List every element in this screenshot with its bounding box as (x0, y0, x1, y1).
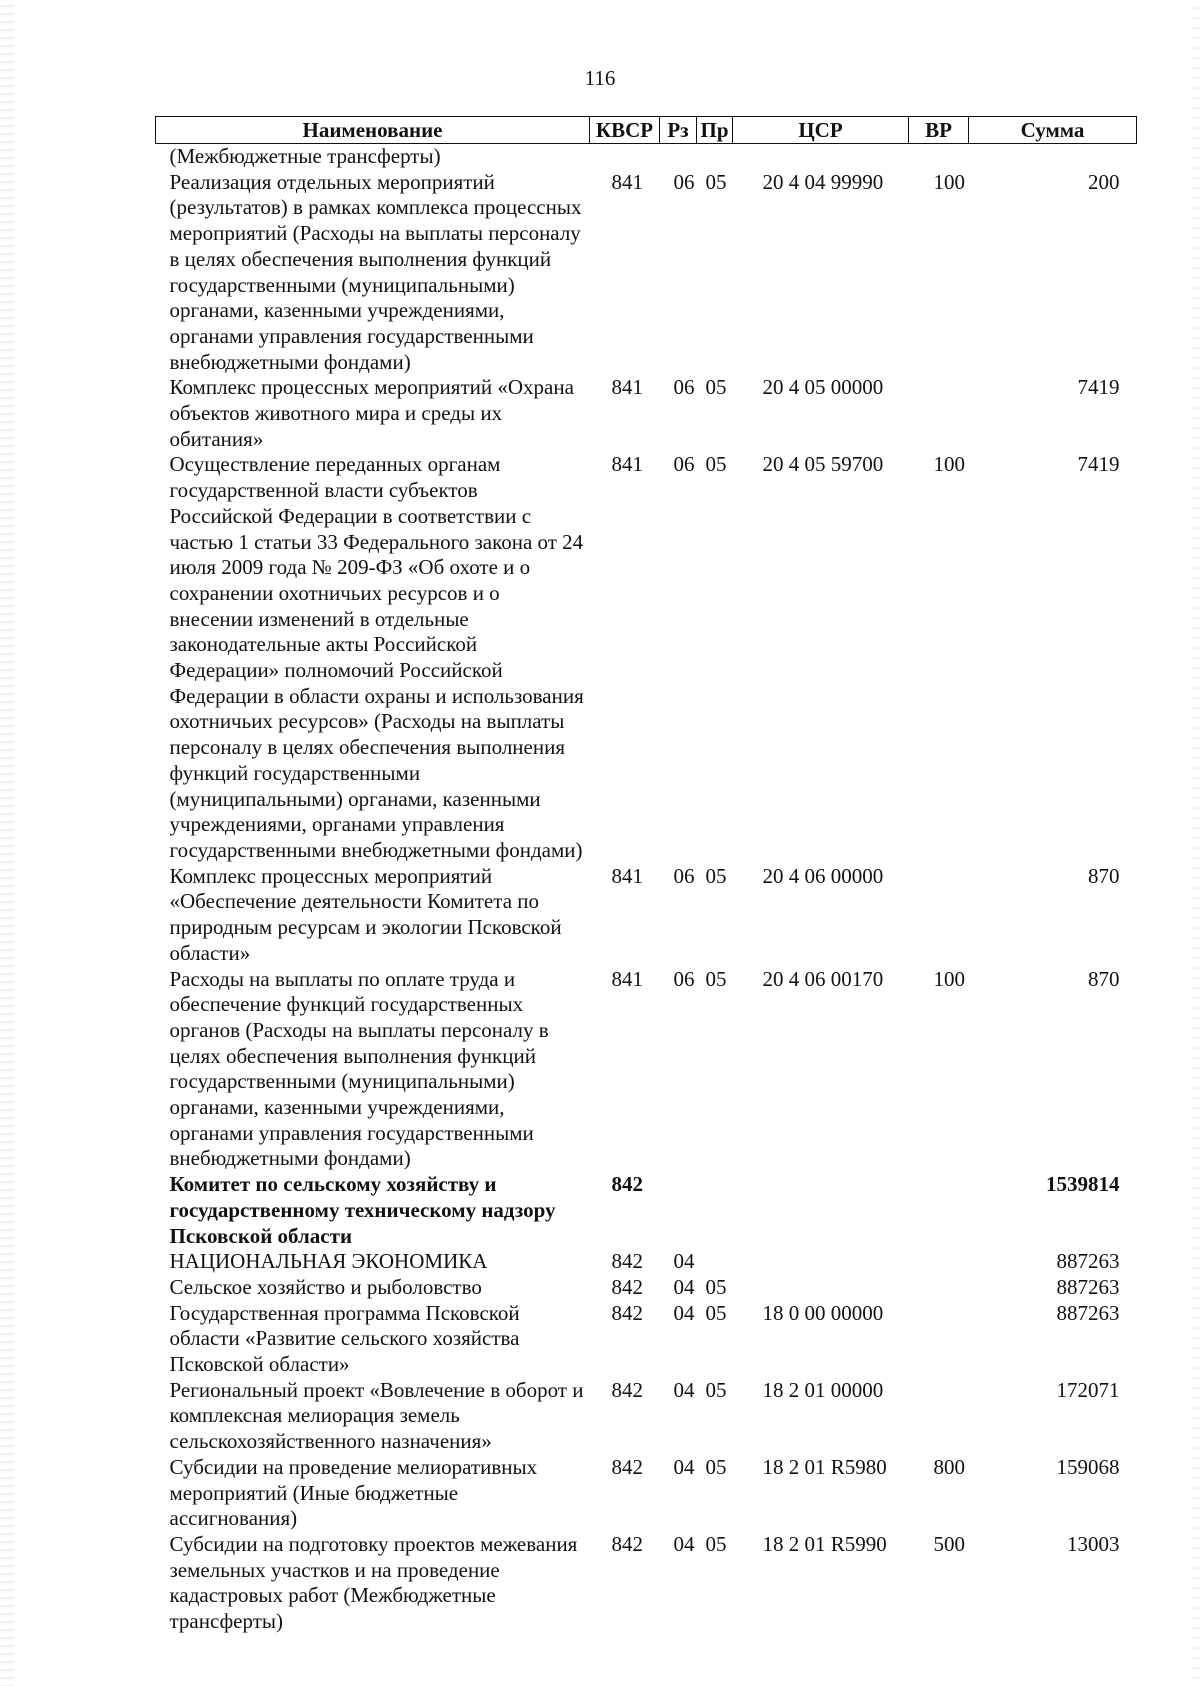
cell-csr (733, 1249, 909, 1275)
budget-table (155, 116, 1137, 1635)
cell-name: НАЦИОНАЛЬНАЯ ЭКОНОМИКА (169, 1249, 488, 1274)
cell-kvsr (590, 144, 660, 170)
cell-name: Комитет по сельскому хозяйству и государственному техническому надзору Псковской области (169, 1172, 556, 1248)
cell-kvsr: 842 (611, 1249, 643, 1274)
cell-csr (733, 1275, 909, 1301)
table-header-row (156, 117, 1137, 144)
cell-sum (969, 144, 1137, 170)
cell-kvsr: 841 (611, 375, 643, 400)
budget-table-container (155, 116, 1136, 1635)
cell-rz: 04 (673, 1454, 695, 1479)
cell-csr (733, 1172, 909, 1249)
cell-vr (909, 375, 969, 452)
cell-vr: 800 (933, 1454, 965, 1479)
cell-name: Субсидии на проведение мелиоративных мероприятий (Иные бюджетные ассигнования) (169, 1454, 538, 1531)
cell-name: Реализация отдельных мероприятий (результатов) в рамках комплекса процессных мероприятий (Расходы на выплаты персоналу в целях обеспечения выполнения функций государственными (муниципальными) органами, казенными учреждениями, органами управления государственными внебюджетными фондами) (169, 169, 582, 374)
cell-pr (697, 144, 733, 170)
cell-kvsr: 842 (611, 1172, 643, 1197)
cell-rz: 04 (673, 1274, 695, 1299)
scan-edge-left (0, 0, 14, 1686)
cell-sum: 870 (1088, 863, 1120, 888)
cell-rz: 06 (673, 863, 695, 888)
table-row (156, 1532, 1137, 1635)
cell-rz: 06 (673, 169, 695, 194)
cell-csr: 20 4 05 00000 (762, 375, 884, 400)
cell-csr: 20 4 06 00170 (762, 966, 884, 991)
cell-kvsr: 842 (611, 1300, 643, 1325)
cell-name: Осуществление переданных органам государственной власти субъектов Российской Федерации в соответствии с частью 1 статьи 33 Федерального закона от 24 июля 2009 года № 209-ФЗ «Об охоте и о сохранении охотничьих ресурсов и о внесении изменений в отдельные законодательные акты Российской Федерации» полномочий Российской Федерации в области охраны и использования охотничьих ресурсов» (Расходы на выплаты персоналу в целях обеспечения выполнения функций государственными (муниципальными) органами, казенными учреждениями, органами управления государственными внебюджетными фондами) (169, 452, 584, 862)
cell-name: Расходы на выплаты по оплате труда и обеспечение функций государственных органов (Расходы на выплаты персоналу в целях обеспечения выполнения функций государственными (муниципальными) органами, казенными учреждениями, органами управления государственными внебюджетными фондами) (169, 966, 549, 1171)
page-number: 116 (584, 66, 616, 90)
table-row (156, 1455, 1137, 1532)
cell-rz (660, 1172, 697, 1249)
cell-vr: 500 (933, 1531, 965, 1556)
cell-vr: 100 (933, 452, 965, 477)
cell-kvsr: 842 (611, 1454, 643, 1479)
header-vr: ВР (909, 117, 969, 144)
cell-kvsr: 841 (611, 966, 643, 991)
cell-vr (909, 144, 969, 170)
cell-rz: 04 (673, 1377, 695, 1402)
cell-sum: 200 (1088, 169, 1120, 194)
cell-sum: 7419 (1077, 375, 1120, 400)
cell-pr (697, 1172, 733, 1249)
cell-pr: 05 (705, 169, 727, 194)
table-row (156, 144, 1137, 170)
cell-pr: 05 (705, 1454, 727, 1479)
cell-sum: 1539814 (1046, 1172, 1120, 1197)
cell-name: Сельское хозяйство и рыболовство (169, 1274, 482, 1299)
cell-pr: 05 (705, 966, 727, 991)
table-body (156, 144, 1137, 1635)
cell-pr: 05 (705, 375, 727, 400)
cell-csr: 18 0 00 00000 (762, 1300, 884, 1325)
table-row (156, 170, 1137, 376)
cell-name: Региональный проект «Вовлечение в оборот и комплексная мелиорация земель сельскохозяйственного назначения» (169, 1377, 584, 1454)
cell-pr: 05 (705, 1300, 727, 1325)
cell-kvsr: 842 (611, 1274, 643, 1299)
cell-vr (909, 1301, 969, 1378)
table-row (156, 1275, 1137, 1301)
header-sum: Сумма (969, 117, 1137, 144)
cell-sum: 887263 (1056, 1300, 1120, 1325)
cell-kvsr: 842 (611, 1377, 643, 1402)
header-pr: Пр (697, 117, 733, 144)
header-rz: Рз (660, 117, 697, 144)
cell-pr (697, 1249, 733, 1275)
cell-rz: 06 (673, 375, 695, 400)
cell-vr: 100 (933, 169, 965, 194)
cell-name: Комплекс процессных мероприятий «Охрана объектов животного мира и среды их обитания» (169, 375, 574, 451)
cell-csr: 18 2 01 R5990 (762, 1531, 887, 1556)
cell-rz: 04 (673, 1531, 695, 1556)
cell-pr: 05 (705, 1531, 727, 1556)
cell-vr (909, 1172, 969, 1249)
header-kvsr: КВСР (590, 117, 660, 144)
cell-sum: 13003 (1067, 1531, 1120, 1556)
cell-csr: 20 4 06 00000 (762, 863, 884, 888)
cell-vr (909, 864, 969, 967)
header-name: Наименование (156, 117, 590, 144)
table-row (156, 864, 1137, 967)
cell-vr (909, 1378, 969, 1455)
table-row (156, 375, 1137, 452)
table-row (156, 452, 1137, 863)
table-row (156, 1301, 1137, 1378)
cell-vr (909, 1249, 969, 1275)
cell-pr: 05 (705, 1377, 727, 1402)
cell-sum: 159068 (1056, 1454, 1120, 1479)
cell-vr: 100 (933, 966, 965, 991)
cell-name: Субсидии на подготовку проектов межевания земельных участков и на проведение кадастровых работ (Межбюджетные трансферты) (169, 1531, 578, 1634)
header-csr: ЦСР (733, 117, 909, 144)
table-row (156, 1172, 1137, 1249)
cell-kvsr: 841 (611, 863, 643, 888)
cell-rz: 06 (673, 966, 695, 991)
cell-vr (909, 1275, 969, 1301)
cell-sum: 7419 (1077, 452, 1120, 477)
cell-kvsr: 842 (611, 1531, 643, 1556)
cell-csr: 20 4 04 99990 (762, 169, 884, 194)
cell-name: (Межбюджетные трансферты) (169, 144, 441, 168)
cell-pr: 05 (705, 452, 727, 477)
cell-rz: 04 (673, 1300, 695, 1325)
cell-sum: 887263 (1056, 1249, 1120, 1274)
table-row (156, 1378, 1137, 1455)
cell-rz: 04 (673, 1249, 695, 1274)
cell-kvsr: 841 (611, 452, 643, 477)
cell-name: Государственная программа Псковской области «Развитие сельского хозяйства Псковской области» (169, 1300, 520, 1377)
cell-sum: 172071 (1056, 1377, 1120, 1402)
cell-sum: 870 (1088, 966, 1120, 991)
scan-edge-right (1192, 0, 1200, 1686)
cell-pr: 05 (705, 863, 727, 888)
cell-csr: 20 4 05 59700 (762, 452, 884, 477)
cell-rz: 06 (673, 452, 695, 477)
cell-rz (660, 144, 697, 170)
cell-csr (733, 144, 909, 170)
table-row (156, 1249, 1137, 1275)
table-row (156, 967, 1137, 1173)
cell-sum: 887263 (1056, 1274, 1120, 1299)
cell-name: Комплекс процессных мероприятий «Обеспечение деятельности Комитета по природным ресурсам и экологии Псковской области» (169, 863, 562, 965)
cell-pr: 05 (705, 1274, 727, 1299)
cell-csr: 18 2 01 00000 (762, 1377, 884, 1402)
cell-csr: 18 2 01 R5980 (762, 1454, 887, 1479)
cell-kvsr: 841 (611, 169, 643, 194)
